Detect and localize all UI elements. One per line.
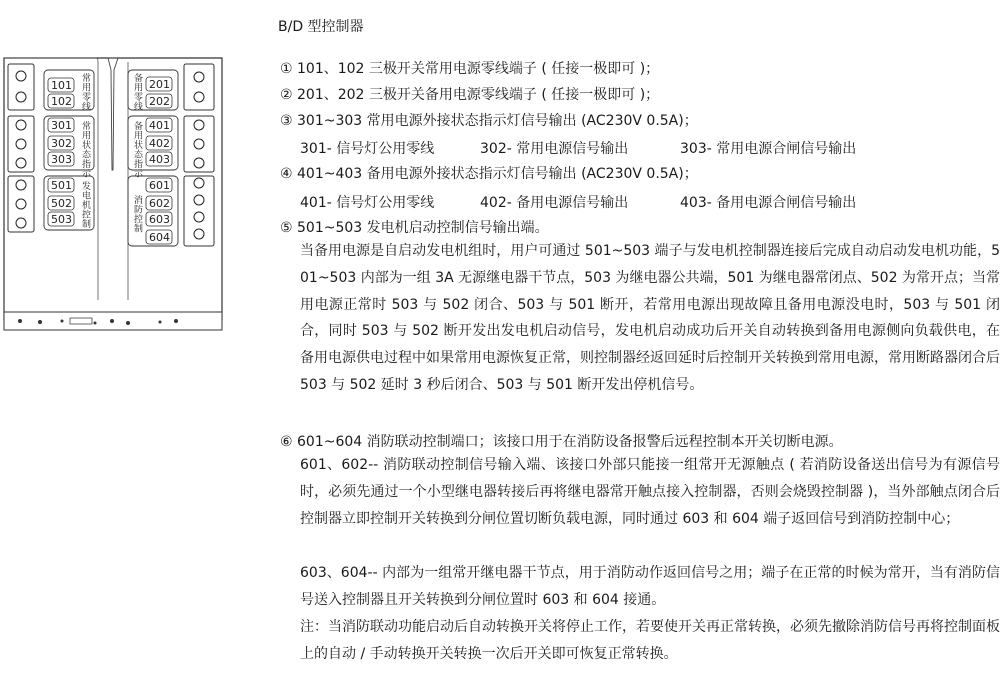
item-5-text: 501~503 发电机启动控制信号输出端。 <box>297 220 549 236</box>
item-1 <box>280 59 659 79</box>
group-label-g4: 备用状态指示 <box>134 122 144 180</box>
item-6-paragraph-3: 注：当消防联动功能启动后自动转换开关将停止工作，若要使开关再正常转换，必须先撤除消防信号再将控制面板上的自动 / 手动转换开关转换一次后开关即可恢复正常转换。 <box>300 619 1000 662</box>
group-label-g3: 常用状态指示 <box>82 122 92 180</box>
item-3-sub-2: 302- 常用电源信号输出 <box>480 141 629 157</box>
terminal-403: 403 <box>149 153 170 166</box>
terminal-601: 601 <box>149 179 170 192</box>
terminal-303: 303 <box>51 153 72 166</box>
group-label-g5: 发电机控制 <box>82 182 92 230</box>
item-4-sub-1: 401- 信号灯公用零线 <box>300 195 435 211</box>
item-4 <box>280 164 698 184</box>
item-3-text: 301~303 常用电源外接状态指示灯信号输出 (AC230V 0.5A)； <box>297 113 698 129</box>
terminal-603: 603 <box>149 213 170 226</box>
item-1-number: ① <box>280 61 293 77</box>
item-6-paragraph-1: 601、602-- 消防联动控制信号输入端、该接口外部只能接一组常开无源触点 ( 若消防设备送出信号为有源信号时，必须先通过一个小型继电器转接后再将继电器常开触点接入控制器，否则会烧毁控制器 )，当外部触点闭合后控制器立即控制开关转换到分闸位置切断负载电源，同时通过 603 和 604 端子返回信号到消防控制中心； <box>300 457 1000 527</box>
item-4-text: 401~403 备用电源外接状态指示灯信号输出 (AC230V 0.5A)； <box>297 166 698 182</box>
item-6-text: 601~604 消防联动控制端口；该接口用于在消防设备报警后远程控制本开关切断电源。 <box>297 434 843 450</box>
terminal-501: 501 <box>51 179 72 192</box>
terminal-102: 102 <box>51 95 72 108</box>
item-3-number: ③ <box>280 113 293 129</box>
item-4-sub-3: 403- 备用电源合闸信号输出 <box>680 195 857 211</box>
item-6 <box>280 432 843 452</box>
item-3-sub-1: 301- 信号灯公用零线 <box>300 141 435 157</box>
item-3-sub-3: 303- 常用电源合闸信号输出 <box>680 141 857 157</box>
terminal-201: 201 <box>149 78 170 91</box>
terminal-602: 602 <box>149 197 170 210</box>
terminal-502: 502 <box>51 197 72 210</box>
item-1-text: 101、102 三极开关常用电源零线端子 ( 任接一极即可 )； <box>297 61 660 77</box>
item-3 <box>280 111 698 131</box>
terminal-202: 202 <box>149 95 170 108</box>
terminal-302: 302 <box>51 137 72 150</box>
item-4-sub-2: 402- 备用电源信号输出 <box>480 195 629 211</box>
terminal-604: 604 <box>149 231 170 244</box>
terminal-401: 401 <box>149 119 170 132</box>
terminal-402: 402 <box>149 137 170 150</box>
group-label-g1: 常用零线 <box>82 74 92 113</box>
item-2-text: 201、202 三极开关备用电源零线端子 ( 任接一极即可 )； <box>297 87 660 103</box>
item-5-paragraph: 当备用电源是自启动发电机组时，用户可通过 501~503 端子与发电机控制器连接后完成自动启动发电机功能，501~503 内部为一组 3A 无源继电器干节点，503 为继电器公共端，501 为继电器常闭点、502 为常开点；当常用电源正常时 503 与 502 闭合、503 与 501 断开，若常用电源出现故障且备用电源没电时，503 与 501 闭合，同时 503 与 502 断开发出发电机启动信号，发电机启动成功后开关自动转换到备用电源侧向负载供电，在备用电源供电过程中如果常用电源恢复正常，则控制器经返回延时后控制开关转换到常用电源，常用断路器闭合后 503 与 502 延时 3 秒后闭合、503 与 501 断开发出停机信号。 <box>300 243 1000 393</box>
item-5 <box>280 218 549 238</box>
page-title: B/D 型控制器 <box>278 19 364 35</box>
terminal-301: 301 <box>51 119 72 132</box>
group-label-g2: 备用零线 <box>134 74 144 113</box>
item-2-number: ② <box>280 87 293 103</box>
terminal-101: 101 <box>51 79 72 92</box>
item-6-paragraph-2: 603、604-- 内部为一组常开继电器干节点，用于消防动作返回信号之用；端子在正常的时候为常开，当有消防信号送入控制器且开关转换到分闸位置时 603 和 604 接通。 <box>300 565 1000 608</box>
item-4-number: ④ <box>280 166 293 182</box>
item-5-number: ⑤ <box>280 220 293 236</box>
item-6-number: ⑥ <box>280 434 293 450</box>
group-label-g6: 消防控制 <box>134 196 144 235</box>
terminal-503: 503 <box>51 213 72 226</box>
item-2 <box>280 85 659 105</box>
